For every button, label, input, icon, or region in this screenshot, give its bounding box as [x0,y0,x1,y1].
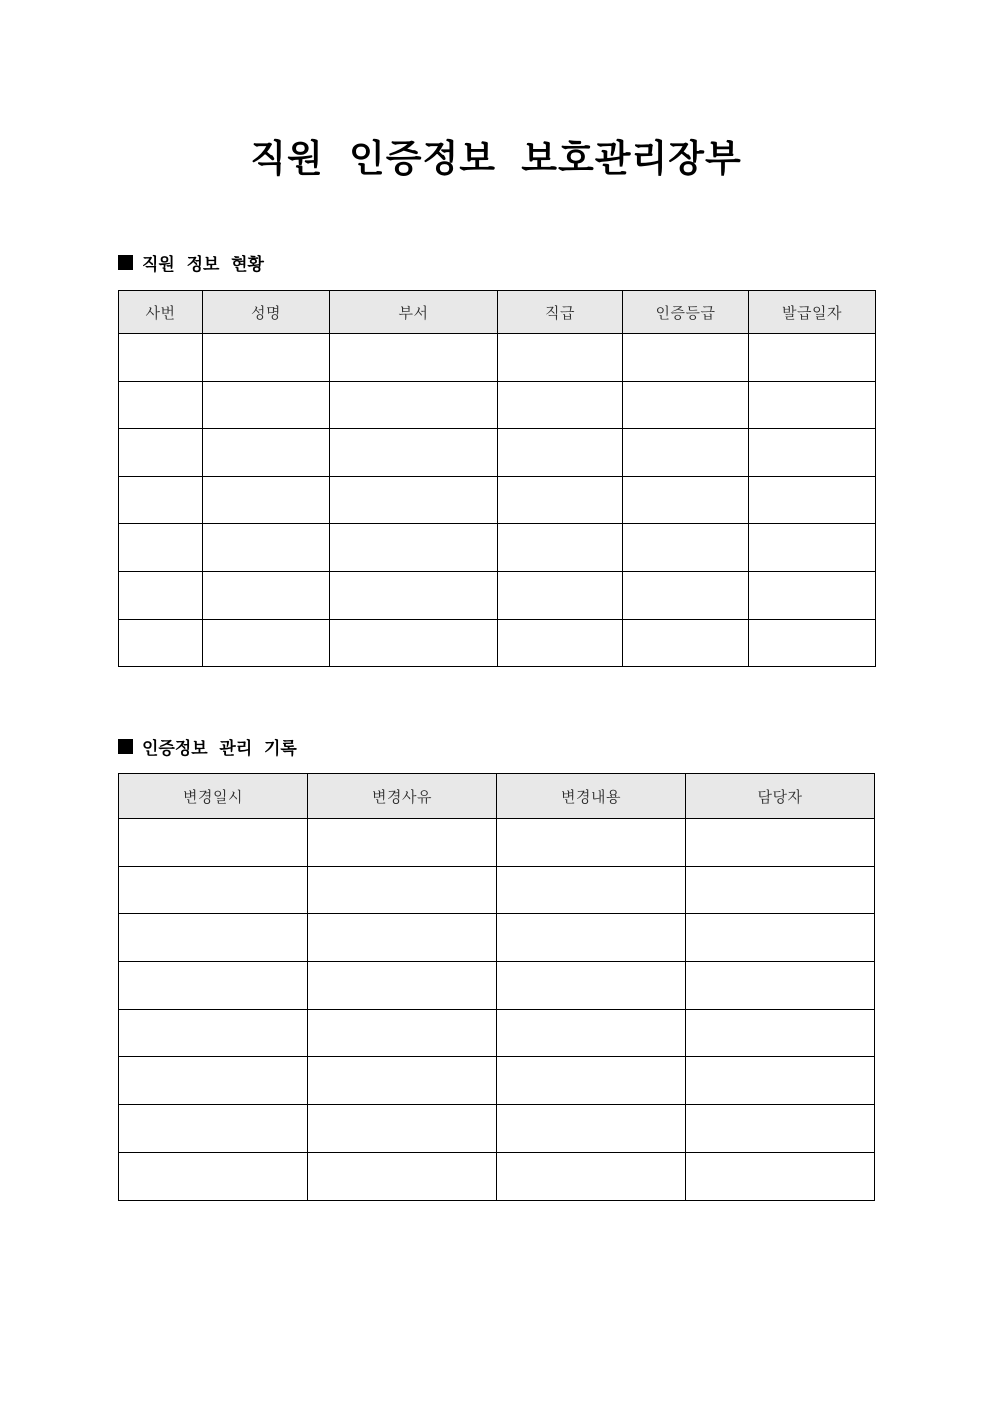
column-header-department: 부서 [330,291,498,334]
table-row [119,1105,875,1153]
empty-cell [749,334,876,382]
table-row [119,571,876,619]
empty-cell [497,1152,686,1200]
empty-cell [203,619,330,667]
empty-cell [686,1009,875,1057]
black-square-bullet-icon [118,739,133,754]
empty-cell [686,914,875,962]
empty-cell [498,429,623,477]
empty-cell [497,819,686,867]
empty-cell [308,914,497,962]
empty-cell [119,524,203,572]
empty-cell [330,381,498,429]
empty-cell [686,819,875,867]
document-title: 직원 인증정보 보호관리장부 [250,138,742,179]
empty-cell [623,619,749,667]
empty-cell [119,866,308,914]
empty-cell [497,866,686,914]
empty-cell [330,524,498,572]
column-header-person-in-charge: 담당자 [686,774,875,819]
empty-cell [308,962,497,1010]
table-row [119,962,875,1010]
empty-cell [498,571,623,619]
empty-cell [497,1057,686,1105]
empty-cell [308,1152,497,1200]
empty-cell [497,962,686,1010]
section-heading-employee-info [118,250,264,275]
table-row [119,1057,875,1105]
table-row [119,866,875,914]
empty-cell [623,476,749,524]
empty-cell [686,866,875,914]
empty-cell [498,619,623,667]
column-header-issue-date: 발급일자 [749,291,876,334]
column-header-auth-grade: 인증등급 [623,291,749,334]
table-row [119,1152,875,1200]
empty-cell [623,524,749,572]
empty-cell [686,1105,875,1153]
empty-cell [119,571,203,619]
empty-cell [119,619,203,667]
empty-cell [498,334,623,382]
column-header-change-details: 변경내용 [497,774,686,819]
empty-cell [686,1057,875,1105]
empty-cell [330,619,498,667]
empty-cell [749,524,876,572]
empty-cell [749,619,876,667]
empty-cell [308,1009,497,1057]
empty-cell [119,429,203,477]
empty-cell [203,571,330,619]
table-row [119,914,875,962]
empty-cell [308,866,497,914]
empty-cell [686,1152,875,1200]
table-row [119,1009,875,1057]
empty-cell [749,429,876,477]
empty-cell [119,476,203,524]
empty-cell [119,1009,308,1057]
empty-cell [119,962,308,1010]
empty-cell [308,1105,497,1153]
empty-cell [119,914,308,962]
empty-cell [749,571,876,619]
empty-cell [623,429,749,477]
auth-info-record-table [118,773,875,1201]
empty-cell [330,571,498,619]
empty-cell [119,819,308,867]
employee-info-table [118,290,876,667]
empty-cell [119,334,203,382]
table-row [119,524,876,572]
table-row [119,381,876,429]
empty-cell [330,476,498,524]
empty-cell [203,334,330,382]
empty-cell [203,381,330,429]
empty-cell [497,914,686,962]
empty-cell [497,1105,686,1153]
empty-cell [119,1152,308,1200]
empty-cell [749,381,876,429]
empty-cell [749,476,876,524]
table-row [119,619,876,667]
empty-cell [330,429,498,477]
empty-cell [308,1057,497,1105]
empty-cell [623,571,749,619]
empty-cell [203,524,330,572]
empty-cell [308,819,497,867]
column-header-change-datetime: 변경일시 [119,774,308,819]
empty-cell [623,334,749,382]
column-header-position: 직급 [498,291,623,334]
column-header-employee-id: 사번 [119,291,203,334]
table-row [119,476,876,524]
table-row [119,819,875,867]
table-header-row [119,774,875,819]
table-header-row [119,291,876,334]
empty-cell [119,1105,308,1153]
empty-cell [119,381,203,429]
black-square-bullet-icon [118,255,133,270]
section-heading-label: 직원 정보 현황 [142,255,264,274]
empty-cell [497,1009,686,1057]
column-header-name: 성명 [203,291,330,334]
empty-cell [203,429,330,477]
empty-cell [119,1057,308,1105]
empty-cell [498,476,623,524]
table-row [119,429,876,477]
column-header-change-reason: 변경사유 [308,774,497,819]
empty-cell [498,381,623,429]
empty-cell [330,334,498,382]
empty-cell [623,381,749,429]
section-heading-label: 인증정보 관리 기록 [142,739,297,758]
section-heading-auth-record [118,734,297,759]
table-row [119,334,876,382]
empty-cell [686,962,875,1010]
empty-cell [203,476,330,524]
empty-cell [498,524,623,572]
